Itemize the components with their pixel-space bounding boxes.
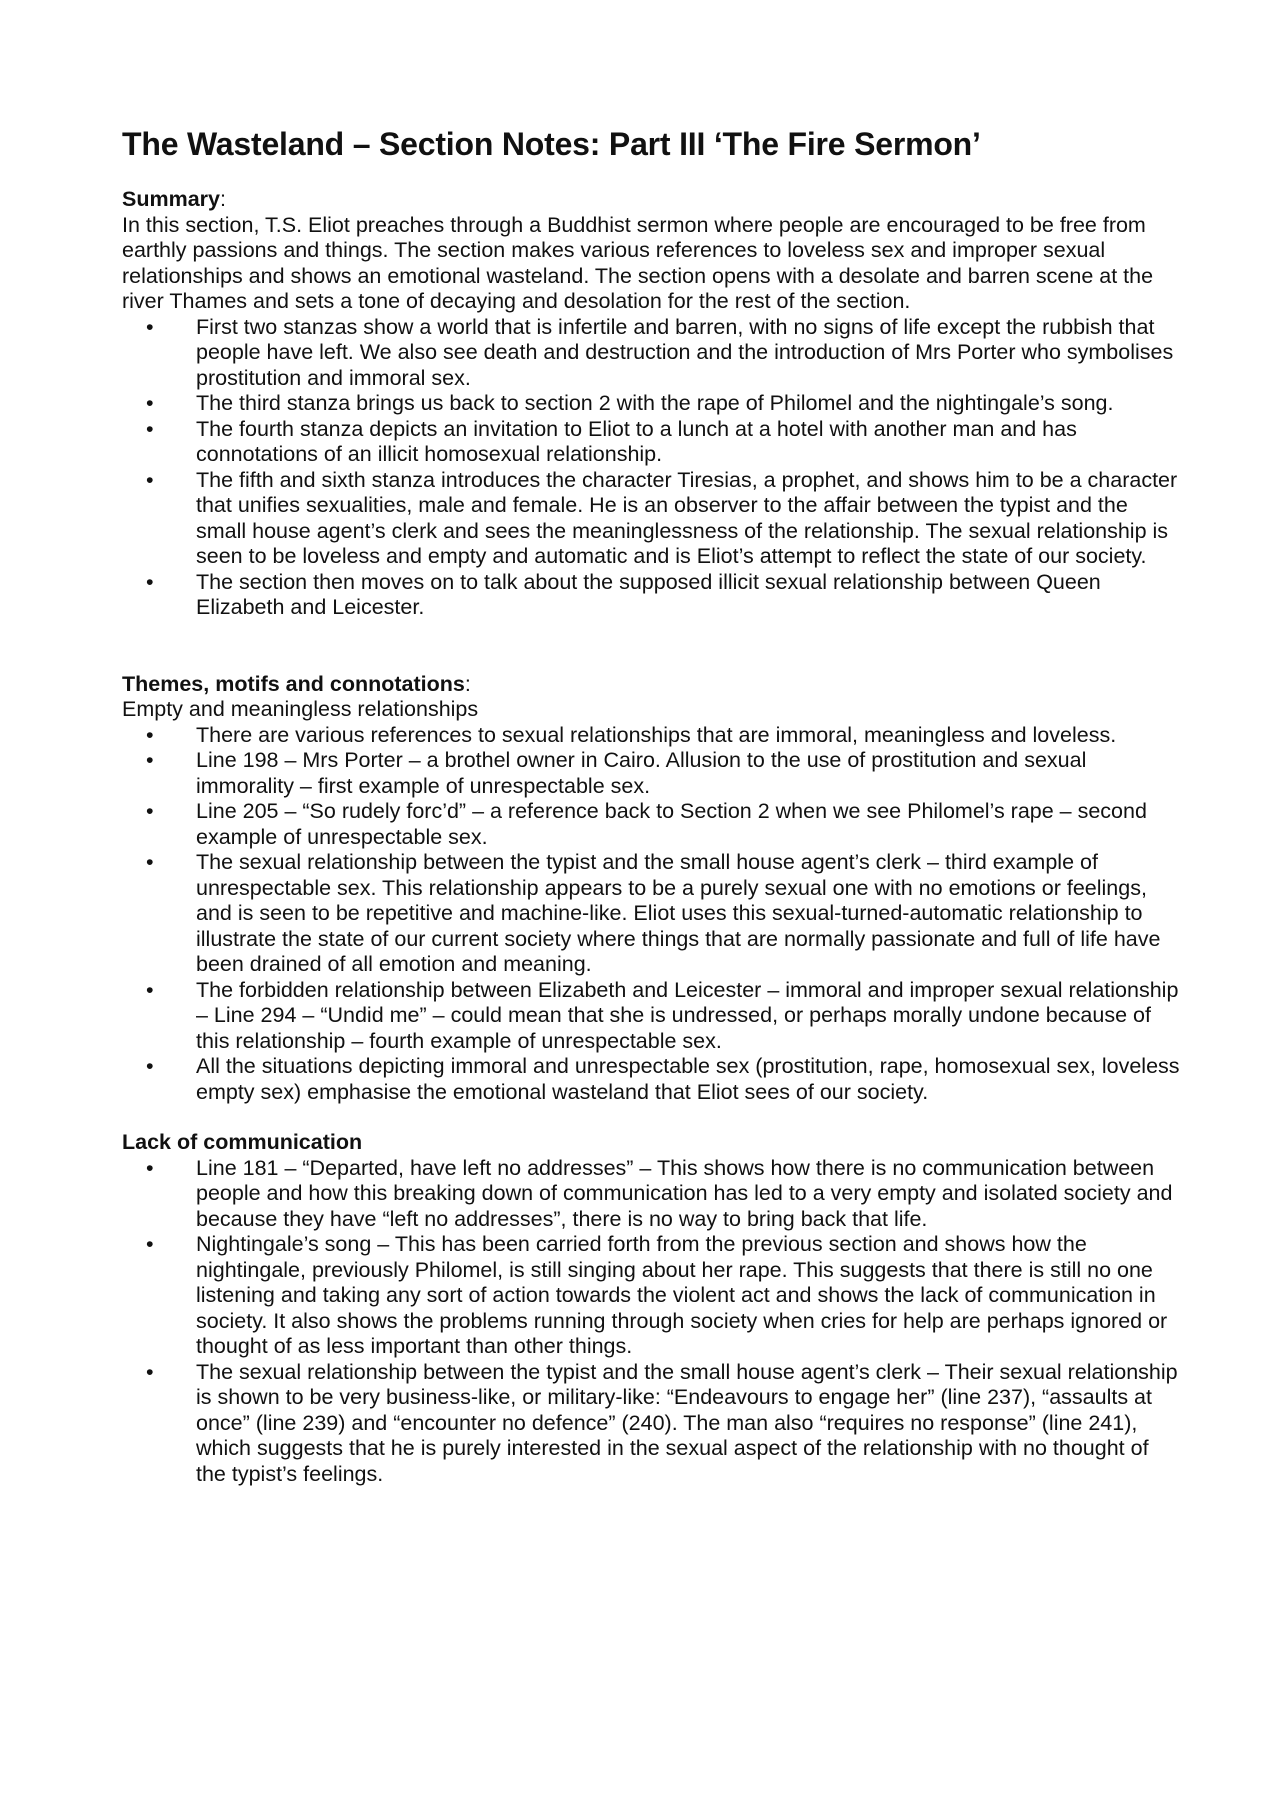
communication-bullet: • The sexual relationship between the typist and the small house agent’s clerk – Their sexual relationship is shown to be very business-like, or military-like: “Endeavours to engage her” (line 237), “assaults at once” (line 239) and “encounter no defence” (240). The man also “requires no response” (line 241), which suggests that he is purely interested in the sexual aspect of the relationship with no thought of the typist’s feelings. <box>122 1360 1182 1488</box>
themes-bullet: • All the situations depicting immoral and unrespectable sex (prostitution, rape, homosexual sex, loveless empty sex) emphasise the emotional wasteland that Eliot sees of our society. <box>122 1054 1182 1105</box>
summary-bullet: • The fourth stanza depicts an invitation to Eliot to a lunch at a hotel with another man and has connotations of an illicit homosexual relationship. <box>122 417 1182 468</box>
themes-heading-line <box>122 672 1182 698</box>
themes-bullet: • The forbidden relationship between Elizabeth and Leicester – immoral and improper sexual relationship – Line 294 – “Undid me” – could mean that she is undressed, or perhaps morally undone because of this relationship – fourth example of unrespectable sex. <box>122 978 1182 1055</box>
themes-heading-colon: : <box>464 671 471 696</box>
summary-intro: In this section, T.S. Eliot preaches through a Buddhist sermon where people are encouraged to be free from earthly passions and things. The section makes various references to loveless sex and improper sexual relationships and shows an emotional wasteland. The section opens with a desolate and barren scene at the river Thames and sets a tone of decaying and desolation for the rest of the section. <box>122 212 1154 313</box>
communication-bullet: • Line 181 – “Departed, have left no addresses” – This shows how there is no communication between people and how this breaking down of communication has led to a very empty and isolated society and because they have “left no addresses”, there is no way to bring back that life. <box>122 1156 1182 1233</box>
themes-bullet: • There are various references to sexual relationships that are immoral, meaningless and loveless. <box>122 723 1182 749</box>
summary-heading: Summary <box>122 187 220 211</box>
themes-bullet: • Line 205 – “So rudely forc’d” – a reference back to Section 2 when we see Philomel’s rape – second example of unrespectable sex. <box>122 799 1182 850</box>
summary-bullet: • The fifth and sixth stanza introduces the character Tiresias, a prophet, and shows him to be a character that unifies sexualities, male and female. He is an observer to the affair between the typist and the small house agent’s clerk and sees the meaninglessness of the relationship. The sexual relationship is seen to be loveless and empty and automatic and is Eliot’s attempt to reflect the state of our society. <box>122 468 1182 570</box>
themes-subheading: Empty and meaningless relationships <box>122 697 479 721</box>
themes-bullet-list <box>122 723 1182 1106</box>
communication-bullet: • Nightingale’s song – This has been carried forth from the previous section and shows how the nightingale, previously Philomel, is still singing about her rape. This suggests that there is still no one listening and taking any sort of action towards the violent act and shows the lack of communication in society. It also shows the problems running through society when cries for help are perhaps ignored or thought of as less important than other things. <box>122 1232 1182 1360</box>
page-title: The Wasteland – Section Notes: Part III ‘The Fire Sermon’ <box>122 126 981 162</box>
document-page <box>122 124 1182 1487</box>
themes-section <box>122 672 1182 1106</box>
summary-heading-line <box>122 187 1182 213</box>
themes-heading: Themes, motifs and connotations <box>122 671 465 696</box>
communication-heading: Lack of communication <box>122 1130 363 1154</box>
themes-bullet: • The sexual relationship between the typist and the small house agent’s clerk – third example of unrespectable sex. This relationship appears to be a purely sexual one with no emotions or feelings, and is seen to be repetitive and machine-like. Eliot uses this sexual-turned-automatic relationship to illustrate the state of our current society where things that are normally passionate and full of life have been drained of all emotion and meaning. <box>122 850 1182 978</box>
summary-bullet: • The section then moves on to talk about the supposed illicit sexual relationship between Queen Elizabeth and Leicester. <box>122 570 1182 621</box>
communication-section <box>122 1130 1182 1487</box>
themes-bullet: • Line 198 – Mrs Porter – a brothel owner in Cairo. Allusion to the use of prostitution and sexual immorality – first example of unrespectable sex. <box>122 748 1182 799</box>
summary-bullet-list <box>122 315 1182 621</box>
communication-bullet-list <box>122 1156 1182 1488</box>
section-spacer <box>122 621 1182 672</box>
summary-bullet: • The third stanza brings us back to section 2 with the rape of Philomel and the nightingale’s song. <box>122 391 1182 417</box>
section-spacer <box>122 1105 1182 1130</box>
summary-section <box>122 187 1182 621</box>
summary-heading-colon: : <box>220 187 226 211</box>
summary-bullet: • First two stanzas show a world that is infertile and barren, with no signs of life except the rubbish that people have left. We also see death and destruction and the introduction of Mrs Porter who symbolises prostitution and immoral sex. <box>122 315 1182 392</box>
